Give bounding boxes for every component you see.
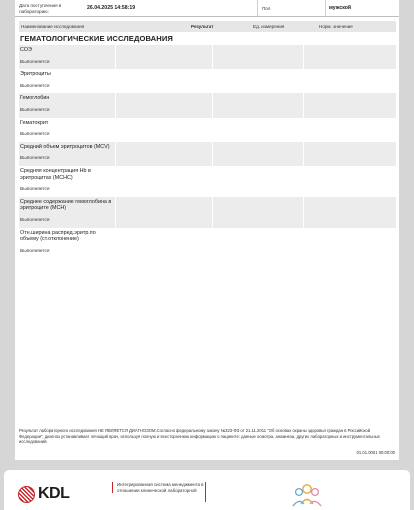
table-row <box>19 166 396 197</box>
kdl-logo <box>18 484 69 504</box>
report-page <box>15 0 399 460</box>
test-name: Гемоглобин <box>20 95 50 102</box>
col-result-header: Результат <box>191 24 214 29</box>
people-group-icon <box>290 480 324 510</box>
table-header <box>19 21 396 32</box>
table-row <box>19 142 396 166</box>
section-title: ГЕМАТОЛОГИЧЕСКИЕ ИССЛЕДОВАНИЯ <box>20 34 173 43</box>
certification-text: Интегрированная система менеджмента в отношении клинической лабораторной <box>112 482 217 493</box>
test-status: Выполняется <box>20 217 50 223</box>
table-row <box>19 228 396 259</box>
test-name: Гематокрит <box>20 119 49 126</box>
date-value: 26.04.2025 14:58:19 <box>87 5 136 11</box>
table-row <box>19 69 396 93</box>
table-row <box>19 45 396 69</box>
test-name: Эритроциты <box>20 71 51 78</box>
kdl-logo-text: KDL <box>38 485 70 502</box>
table-row <box>19 118 396 142</box>
test-name: Средний объем эритроцитов (MCV) <box>20 143 110 150</box>
test-name: СОЭ <box>20 47 32 53</box>
test-status: Выполняется <box>20 59 50 65</box>
test-status: Выполняется <box>20 107 50 113</box>
info-divider <box>257 0 258 16</box>
test-name: Средняя концентрация Hb в эритроцитах (MCHC) <box>20 167 91 181</box>
test-name: Отн.ширина распред.эритр.по объему (ст.отклонение) <box>20 229 96 243</box>
date-label: Дата поступления в лабораторию: <box>19 3 62 14</box>
test-status: Выполняется <box>20 83 50 89</box>
test-status: Выполняется <box>20 132 50 138</box>
test-status: Выполняется <box>20 156 50 162</box>
table-row <box>19 93 396 117</box>
info-divider <box>325 0 326 16</box>
disclaimer-text: Результат лабораторного исследования НЕ ЯВЛЯЕТСЯ ДИАГНОЗОМ.Согласно федеральному закону №323-ФЗ от 21.11.2011 "Об основах охраны здоровья граждан в Российской Федерации", диагноз устанавливает лечащий врач, используя полную и всестороннюю информацию о пациенте: данные осмотра, анамнеза, других лабораторных и инструментальных исследований. <box>19 428 380 445</box>
col-norm-header: Норм. значение <box>319 24 353 29</box>
col-name-header: Наименование исследования <box>21 24 85 29</box>
sex-label: Пол <box>262 6 271 11</box>
results-table <box>19 21 396 258</box>
col-unit-header: Ед. измерения <box>253 24 285 29</box>
table-row <box>19 197 396 228</box>
test-status: Выполняется <box>20 187 50 193</box>
footer-card <box>4 470 410 510</box>
test-name: Среднее содержание гемоглобина в эритроците (MCH) <box>20 198 112 212</box>
patient-info-row <box>15 0 399 17</box>
print-date: 01.01.0001 00:00:00 <box>356 450 395 455</box>
test-status: Выполняется <box>20 248 50 254</box>
sex-value: мужской <box>329 5 352 11</box>
